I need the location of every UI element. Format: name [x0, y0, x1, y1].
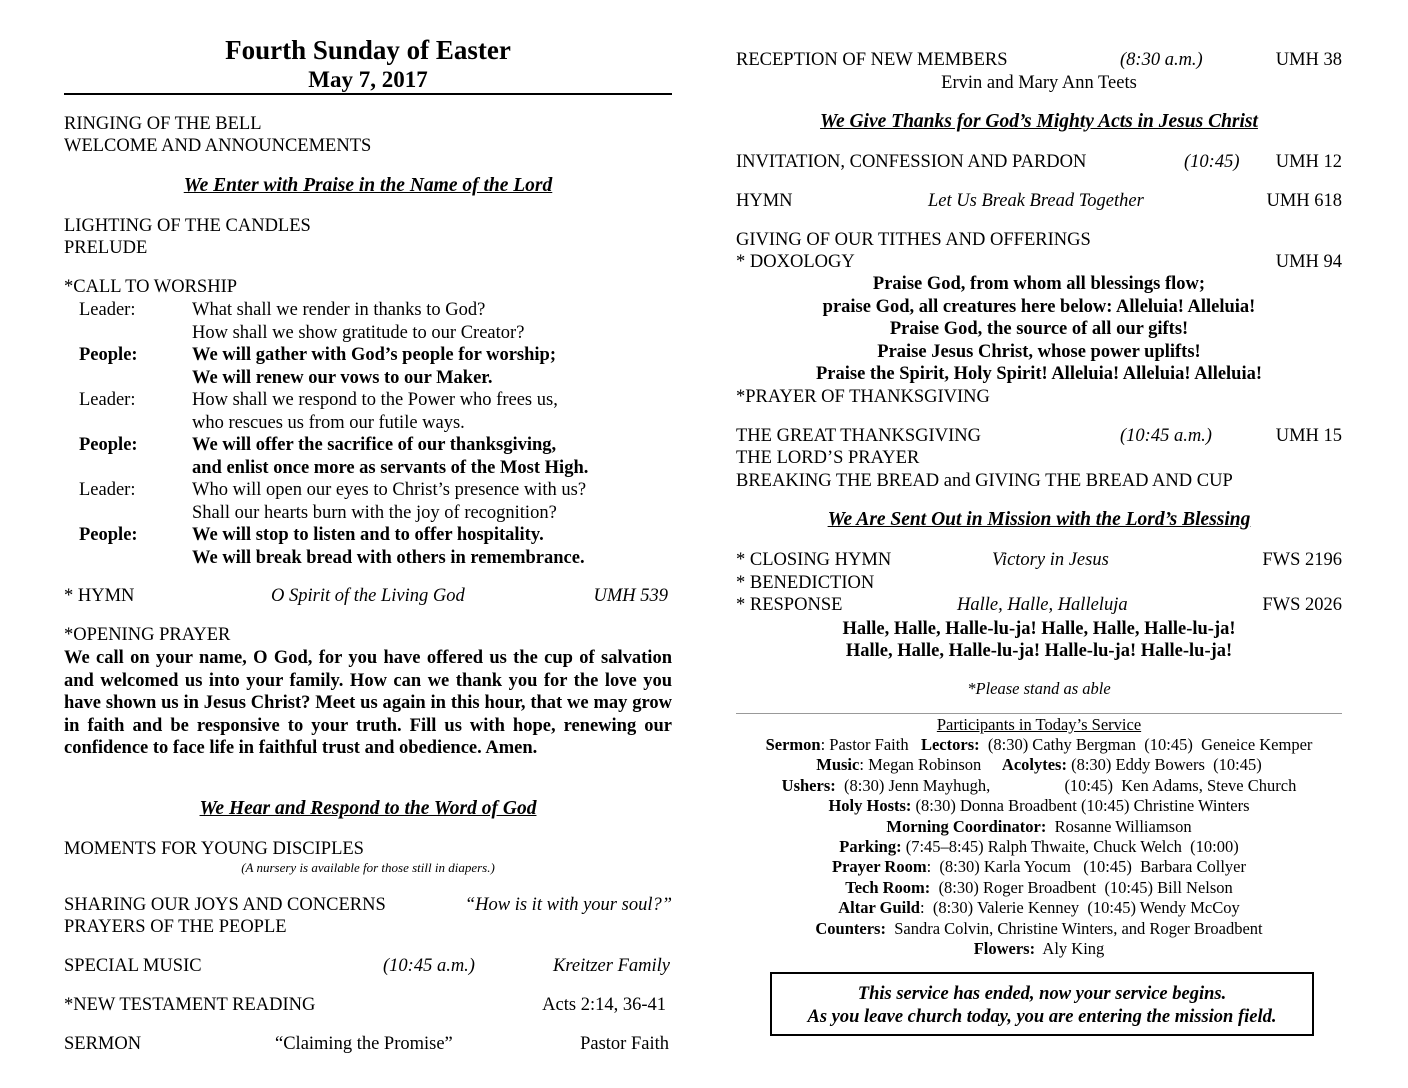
participant-names: (8:30) Jenn Mayhugh, (10:45) Ken Adams, Steve Church: [835, 775, 1297, 795]
participant-names: (7:45–8:45) Ralph Thwaite, Chuck Welch (10:00): [901, 837, 1239, 856]
nt-reading-label: *NEW TESTAMENT READING: [64, 995, 316, 1015]
closing-box-line: This service has ended, now your service begins.: [857, 984, 1227, 1004]
participant-names: (8:30) Donna Broadbent (10:45) Christine Winters: [911, 796, 1250, 816]
new-members-names: Ervin and Mary Ann Teets: [941, 73, 1137, 93]
hymn-label: * HYMN: [64, 586, 135, 606]
participants-rule: [736, 713, 1342, 714]
call-to-worship: *CALL TO WORSHIP: [64, 277, 238, 297]
participants-title: Participants in Today’s Service: [936, 715, 1142, 734]
sermon-preacher: Pastor Faith: [580, 1034, 669, 1054]
response-line: Halle, Halle, Halle-lu-ja! Halle, Halle, Halle-lu-ja!: [842, 619, 1236, 639]
participant-names: : (8:30) Karla Yocum (10:45) Barbara Collyer: [926, 857, 1246, 877]
reception-ref: UMH 38: [1275, 50, 1342, 70]
hymn2-ref: UMH 618: [1266, 191, 1342, 211]
participant-line: [736, 735, 1342, 755]
service-date: May 7, 2017: [308, 67, 428, 92]
participant-names: Aly King: [1035, 939, 1105, 958]
litany-speaker: People:: [79, 525, 138, 545]
participant-role: Prayer Room: [832, 857, 927, 877]
prayer-of-thanksgiving: *PRAYER OF THANKSGIVING: [736, 387, 990, 407]
closing-box-line: As you leave church today, you are entering the mission field.: [807, 1007, 1277, 1027]
doxology-line: Praise God, from whom all blessings flow;: [872, 274, 1206, 294]
sermon-label: SERMON: [64, 1034, 142, 1054]
lords-prayer: THE LORD’S PRAYER: [736, 448, 920, 468]
special-music-label: SPECIAL MUSIC: [64, 956, 202, 976]
participant-role: Lectors:: [920, 735, 980, 754]
hymn2-title: Let Us Break Bread Together: [928, 191, 1144, 211]
participant-role: Morning Coordinator:: [886, 816, 1047, 836]
special-music-who: Kreitzer Family: [553, 956, 670, 976]
doxology-line: Praise God, the source of all our gifts!: [889, 319, 1189, 340]
nursery-note: (A nursery is available for those still in diapers.): [241, 860, 495, 875]
participant-line: [736, 857, 1342, 877]
invitation-label: INVITATION, CONFESSION AND PARDON: [736, 152, 1087, 172]
special-music-time: (10:45 a.m.): [383, 956, 475, 976]
reception-label: RECEPTION OF NEW MEMBERS: [736, 50, 1008, 70]
section-heading-thanks: We Give Thanks for God’s Mighty Acts in Jesus Christ: [820, 111, 1258, 132]
nt-reading-ref: Acts 2:14, 36-41: [542, 995, 666, 1015]
title-rule: [64, 93, 672, 95]
participant-line: [736, 776, 1342, 796]
prelude: PRELUDE: [64, 238, 148, 258]
litany-speaker: People:: [79, 435, 138, 455]
response-line: Halle, Halle, Halle-lu-ja! Halle-lu-ja! Halle-lu-ja!: [845, 641, 1233, 661]
closing-hymn-ref: FWS 2196: [1262, 550, 1342, 570]
ringing-bell: RINGING OF THE BELL: [64, 114, 262, 134]
litany-speaker: Leader:: [79, 480, 136, 500]
litany-text: and enlist once more as servants of the Most High.: [192, 457, 589, 478]
great-thanksgiving-ref: UMH 15: [1275, 426, 1342, 446]
litany-text: What shall we render in thanks to God?: [192, 300, 486, 320]
participant-names: (8:30) Roger Broadbent (10:45) Bill Nelson: [930, 877, 1233, 897]
litany-text: Who will open our eyes to Christ’s presence with us?: [192, 480, 587, 500]
hymn2-label: HYMN: [736, 191, 793, 211]
doxology-line: praise God, all creatures here below: Alleluia! Alleluia!: [822, 296, 1256, 317]
litany-text: We will break bread with others in remembrance.: [192, 547, 585, 568]
response-title: Halle, Halle, Halleluja: [957, 595, 1128, 615]
participant-line: [736, 919, 1342, 939]
participant-names: (8:30) Eddy Bowers (10:45): [1066, 755, 1262, 775]
hymn-title: O Spirit of the Living God: [271, 586, 465, 606]
opening-prayer-text: We call on your name, O God, for you have offered us the cup of salvation and welcomed us into your family. How can we thank you for the love you have shown us in Jesus Christ? Meet us again in this hour, that we may grow in faith and be responsive to your truth. Fill us with hope, renewing our confidence to face life in faithful trust and obedience. Amen.: [64, 648, 672, 758]
moments-young-disciples: MOMENTS FOR YOUNG DISCIPLES: [64, 839, 364, 859]
participant-line: [736, 755, 1342, 775]
participant-role: Acolytes:: [1001, 755, 1067, 775]
closing-hymn-title: Victory in Jesus: [992, 550, 1109, 570]
participant-line: [736, 898, 1342, 918]
litany-speaker: People:: [79, 345, 138, 365]
stand-note: *Please stand as able: [967, 679, 1111, 698]
participant-role: Counters:: [815, 918, 886, 938]
participant-names: (8:30) Cathy Bergman (10:45) Geneice Kemper: [979, 735, 1313, 754]
litany-text: We will offer the sacrifice of our thanksgiving,: [192, 435, 557, 455]
great-thanksgiving-label: THE GREAT THANKSGIVING: [736, 426, 981, 446]
doxology-label: * DOXOLOGY: [736, 252, 855, 272]
participant-role: Ushers:: [781, 775, 836, 795]
joys-quote: “How is it with your soul?”: [464, 895, 672, 915]
prayers-of-people: PRAYERS OF THE PEOPLE: [64, 917, 287, 937]
participant-names: Rosanne Williamson: [1046, 816, 1192, 836]
participant-line: [736, 939, 1342, 959]
participant-line: [736, 817, 1342, 837]
closing-box: [770, 972, 1314, 1036]
participant-line: [736, 878, 1342, 898]
participant-role: Flowers:: [973, 939, 1036, 958]
opening-prayer-label: *OPENING PRAYER: [64, 625, 231, 645]
participant-role: Holy Hosts:: [828, 796, 912, 816]
participant-names: : Megan Robinson: [859, 755, 1002, 775]
participant-names: : (8:30) Valerie Kenney (10:45) Wendy McCoy: [920, 898, 1240, 918]
litany-text: We will gather with God’s people for worship;: [192, 345, 557, 365]
doxology-ref: UMH 94: [1275, 252, 1342, 272]
reception-time: (8:30 a.m.): [1120, 50, 1203, 70]
sermon-title: “Claiming the Promise”: [275, 1034, 453, 1054]
tithes-offerings: GIVING OF OUR TITHES AND OFFERINGS: [736, 230, 1091, 250]
doxology-line: Praise the Spirit, Holy Spirit! Alleluia! Alleluia! Alleluia!: [815, 364, 1263, 385]
litany-text: We will renew our vows to our Maker.: [192, 367, 493, 388]
litany-text: Shall our hearts burn with the joy of recognition?: [192, 502, 557, 523]
participant-role: Altar Guild: [838, 898, 920, 918]
invitation-time: (10:45): [1184, 152, 1240, 172]
section-heading-enter: We Enter with Praise in the Name of the Lord: [183, 175, 553, 196]
response-label: * RESPONSE: [736, 595, 843, 615]
participant-names: : Pastor Faith: [820, 735, 921, 754]
litany-text: How shall we show gratitude to our Creator?: [192, 322, 525, 343]
closing-hymn-label: * CLOSING HYMN: [736, 550, 892, 570]
section-heading-word: We Hear and Respond to the Word of God: [199, 798, 537, 819]
participant-names: Sandra Colvin, Christine Winters, and Roger Broadbent: [885, 918, 1263, 938]
joys-label: SHARING OUR JOYS AND CONCERNS: [64, 895, 386, 915]
section-heading-mission: We Are Sent Out in Mission with the Lord’s Blessing: [827, 509, 1251, 530]
participant-role: Tech Room:: [845, 877, 931, 897]
litany-text: We will stop to listen and to offer hospitality.: [192, 525, 544, 545]
great-thanksgiving-time: (10:45 a.m.): [1120, 426, 1212, 446]
participant-role: Music: [816, 755, 860, 775]
lighting-candles: LIGHTING OF THE CANDLES: [64, 216, 311, 236]
litany-text: How shall we respond to the Power who frees us,: [192, 390, 558, 410]
breaking-bread: BREAKING THE BREAD and GIVING THE BREAD AND CUP: [736, 471, 1233, 491]
hymn-ref: UMH 539: [593, 586, 668, 606]
litany-speaker: Leader:: [79, 300, 136, 320]
doxology-line: Praise Jesus Christ, whose power uplifts!: [877, 341, 1201, 362]
benediction: * BENEDICTION: [736, 573, 875, 593]
response-ref: FWS 2026: [1262, 595, 1342, 615]
participant-line: [736, 837, 1342, 857]
participant-role: Parking:: [839, 837, 902, 856]
litany-text: who rescues us from our futile ways.: [192, 412, 465, 433]
participant-role: Sermon: [765, 735, 821, 754]
litany-speaker: Leader:: [79, 390, 136, 410]
invitation-ref: UMH 12: [1275, 152, 1342, 172]
participant-line: [736, 796, 1342, 816]
welcome-announcements: WELCOME AND ANNOUNCEMENTS: [64, 136, 372, 156]
page-title: Fourth Sunday of Easter: [225, 35, 511, 65]
